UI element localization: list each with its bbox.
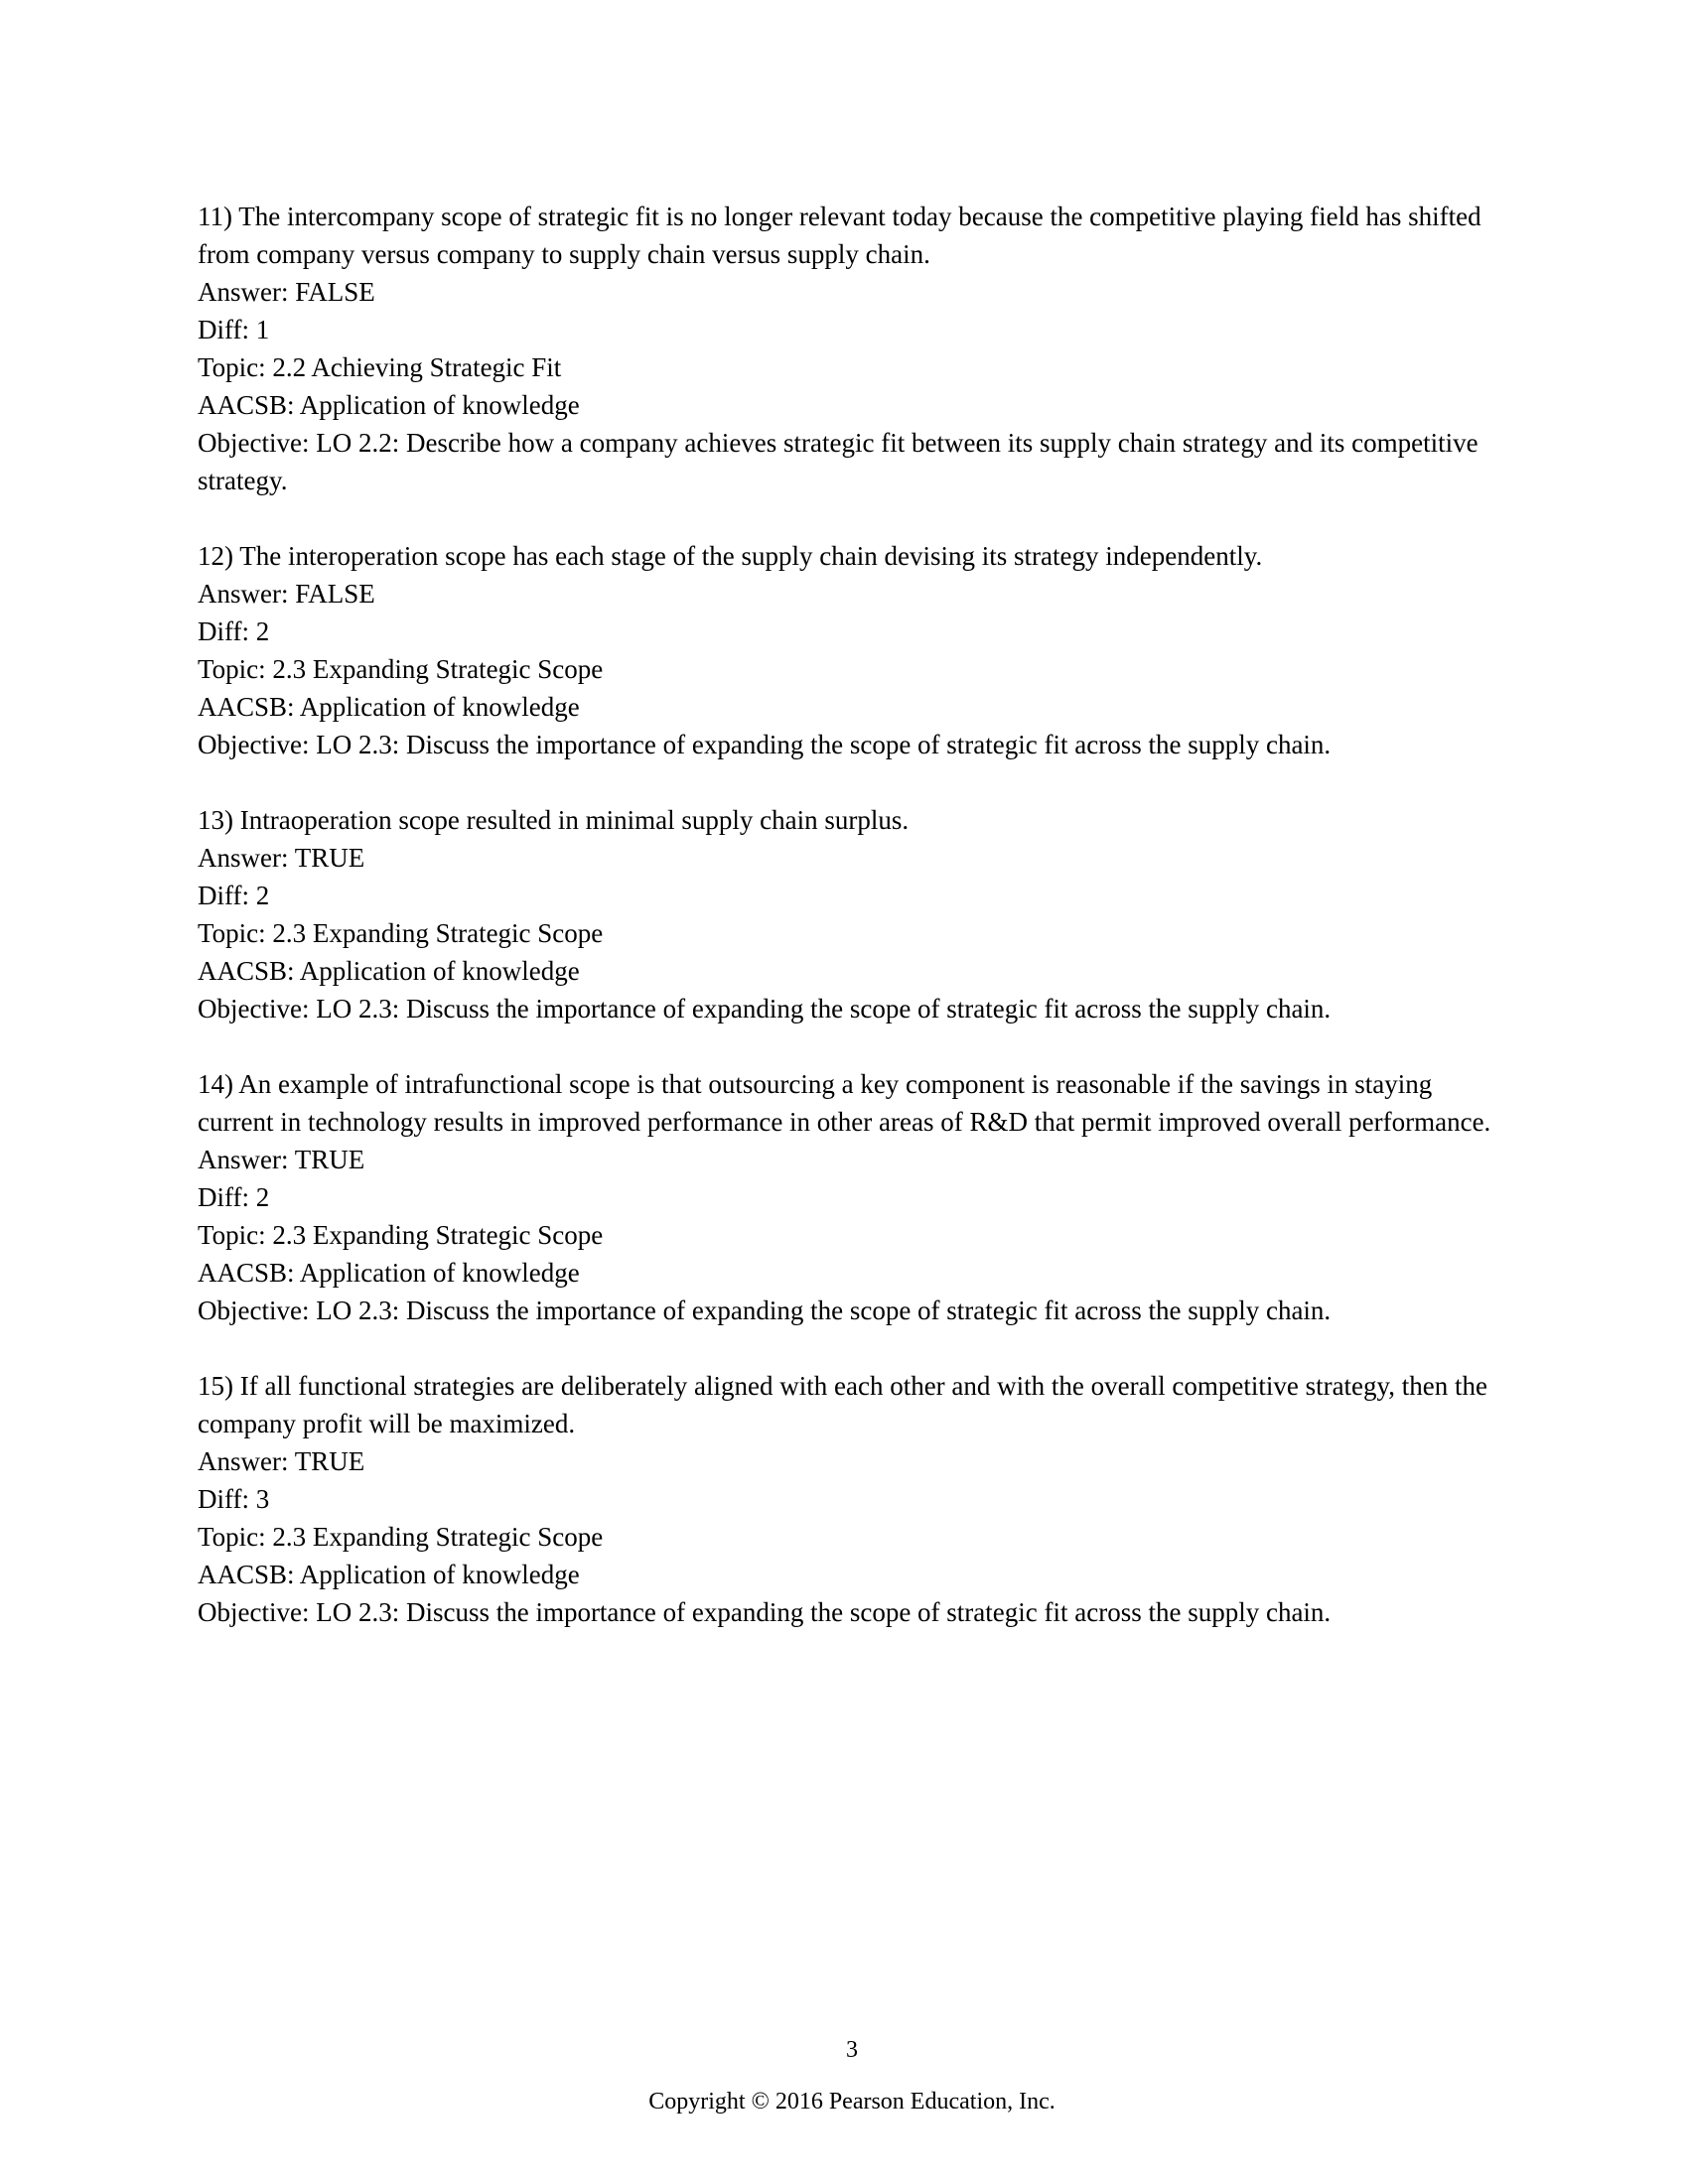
answer: Answer: FALSE [198, 277, 375, 307]
question-text: 14) An example of intrafunctional scope is that outsourcing a key component is reasonable if the savings in staying current in technology results in improved performance in other areas of R&D that permit improved overall performance. [198, 1069, 1491, 1137]
difficulty: Diff: 2 [198, 881, 270, 910]
answer: Answer: TRUE [198, 1145, 365, 1174]
question-item [198, 537, 1508, 763]
question-text: 15) If all functional strategies are deliberately aligned with each other and with the overall competitive strategy, then the company profit will be maximized. [198, 1371, 1488, 1438]
aacsb: AACSB: Application of knowledge [198, 1560, 580, 1589]
page-number: 3 [846, 2037, 858, 2063]
question-item [198, 1367, 1508, 1631]
difficulty: Diff: 2 [198, 1182, 270, 1212]
topic: Topic: 2.2 Achieving Strategic Fit [198, 352, 562, 382]
objective: Objective: LO 2.3: Discuss the importance of expanding the scope of strategic fit across the supply chain. [198, 994, 1332, 1024]
aacsb: AACSB: Application of knowledge [198, 390, 580, 420]
copyright-notice: Copyright © 2016 Pearson Education, Inc. [648, 2089, 1055, 2115]
objective: Objective: LO 2.2: Describe how a company achieves strategic fit between its supply chain strategy and its competitive strategy. [198, 428, 1478, 495]
question-item [198, 1065, 1508, 1329]
topic: Topic: 2.3 Expanding Strategic Scope [198, 918, 604, 948]
question-list [198, 198, 1508, 1669]
aacsb: AACSB: Application of knowledge [198, 956, 580, 986]
question-item [198, 801, 1508, 1027]
answer: Answer: TRUE [198, 1446, 365, 1476]
objective: Objective: LO 2.3: Discuss the importance of expanding the scope of strategic fit across the supply chain. [198, 1597, 1332, 1627]
aacsb: AACSB: Application of knowledge [198, 1258, 580, 1288]
answer: Answer: FALSE [198, 579, 375, 609]
topic: Topic: 2.3 Expanding Strategic Scope [198, 1522, 604, 1552]
objective: Objective: LO 2.3: Discuss the importance of expanding the scope of strategic fit across the supply chain. [198, 730, 1332, 759]
answer: Answer: TRUE [198, 843, 365, 873]
difficulty: Diff: 1 [198, 315, 270, 344]
objective: Objective: LO 2.3: Discuss the importance of expanding the scope of strategic fit across the supply chain. [198, 1296, 1332, 1325]
difficulty: Diff: 3 [198, 1484, 270, 1514]
difficulty: Diff: 2 [198, 616, 270, 646]
question-text: 11) The intercompany scope of strategic fit is no longer relevant today because the competitive playing field has shifted from company versus company to supply chain versus supply chain. [198, 202, 1481, 269]
question-item [198, 198, 1508, 499]
question-text: 12) The interoperation scope has each stage of the supply chain devising its strategy independently. [198, 541, 1263, 571]
aacsb: AACSB: Application of knowledge [198, 692, 580, 722]
topic: Topic: 2.3 Expanding Strategic Scope [198, 654, 604, 684]
question-text: 13) Intraoperation scope resulted in minimal supply chain surplus. [198, 805, 910, 835]
topic: Topic: 2.3 Expanding Strategic Scope [198, 1220, 604, 1250]
